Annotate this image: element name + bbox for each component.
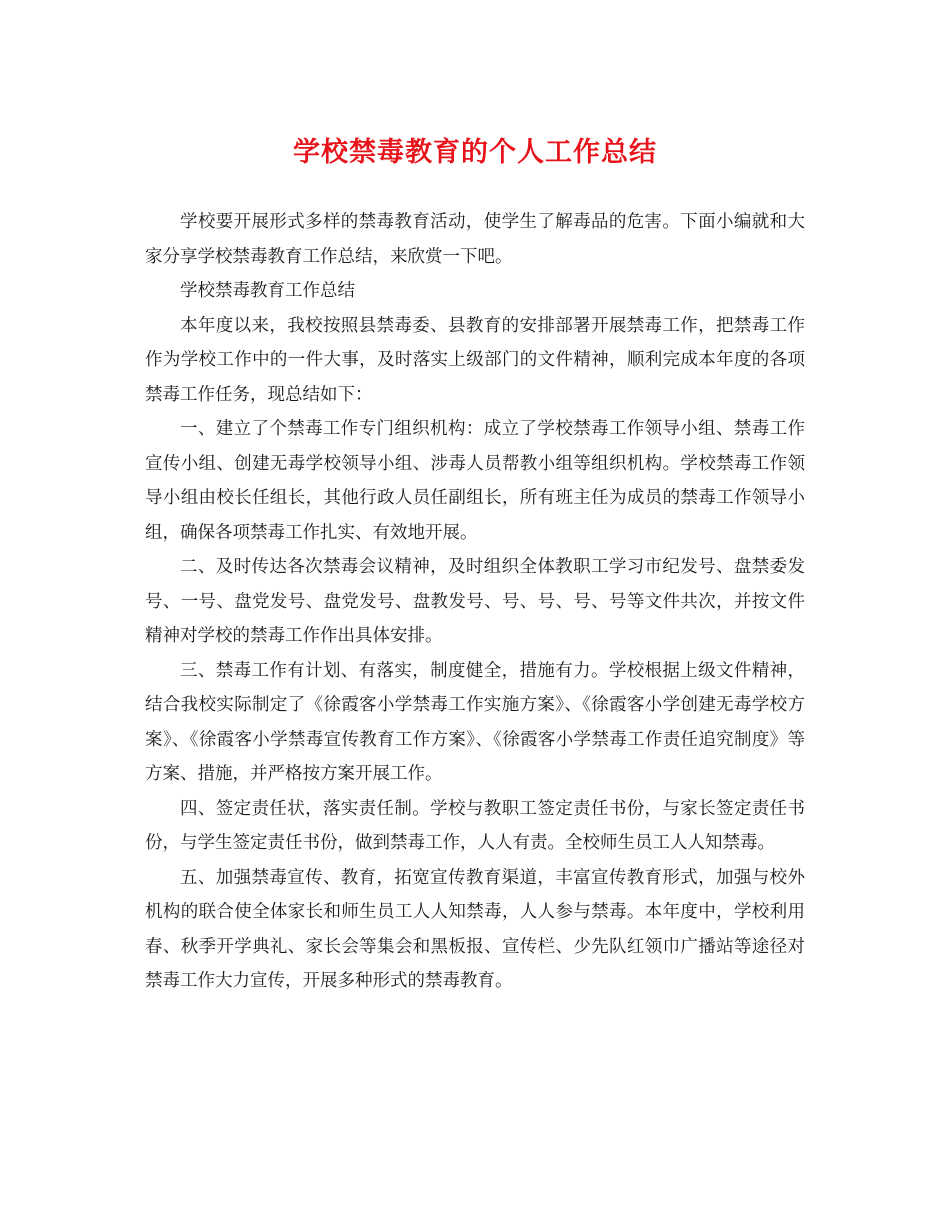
intro-paragraph: 学校要开展形式多样的禁毒教育活动，使学生了解毒品的危害。下面小编就和大家分享学校禁毒教育工作总结，来欣赏一下吧。 [145, 212, 805, 267]
point-five-paragraph: 五、加强禁毒宣传、教育，拓宽宣传教育渠道，丰富宣传教育形式，加强与校外机构的联合使全体家长和师生员工人人知禁毒，人人参与禁毒。本年度中，学校利用春、秋季开学典礼、家长会等集会和黑板报、宣传栏、少先队红领巾广播站等途径对禁毒工作大力宣传，开展多种形式的禁毒教育。 [145, 867, 805, 991]
point-three-paragraph: 三、禁毒工作有计划、有落实，制度健全，措施有力。学校根据上级文件精神，结合我校实际制定了《徐霞客小学禁毒工作实施方案》、《徐霞客小学创建无毒学校方案》、《徐霞客小学禁毒宣传教育工作方案》、《徐霞客小学禁毒工作责任追究制度》等方案、措施，并严格按方案开展工作。 [145, 660, 805, 784]
section-heading: 学校禁毒教育工作总结 [180, 281, 355, 301]
point-two-paragraph: 二、及时传达各次禁毒会议精神，及时组织全体教职工学习市纪发号、盘禁委发号、一号、盘党发号、盘党发号、盘教发号、号、号、号、号等文件共次，并按文件精神对学校的禁毒工作作出具体安排。 [145, 557, 805, 646]
point-four-paragraph: 四、签定责任状，落实责任制。学校与教职工签定责任书份，与家长签定责任书份，与学生签定责任书份，做到禁毒工作，人人有责。全校师生员工人人知禁毒。 [145, 798, 805, 853]
overview-paragraph: 本年度以来，我校按照县禁毒委、县教育的安排部署开展禁毒工作，把禁毒工作作为学校工作中的一件大事，及时落实上级部门的文件精神，顺利完成本年度的各项禁毒工作任务，现总结如下： [145, 315, 805, 405]
document-title: 学校禁毒教育的个人工作总结 [293, 137, 657, 168]
point-one-paragraph: 一、建立了个禁毒工作专门组织机构：成立了学校禁毒工作领导小组、禁毒工作宣传小组、创建无毒学校领导小组、涉毒人员帮教小组等组织机构。学校禁毒工作领导小组由校长任组长，其他行政人员任副组长，所有班主任为成员的禁毒工作领导小组，确保各项禁毒工作扎实、有效地开展。 [145, 419, 805, 543]
document-body [145, 205, 805, 999]
